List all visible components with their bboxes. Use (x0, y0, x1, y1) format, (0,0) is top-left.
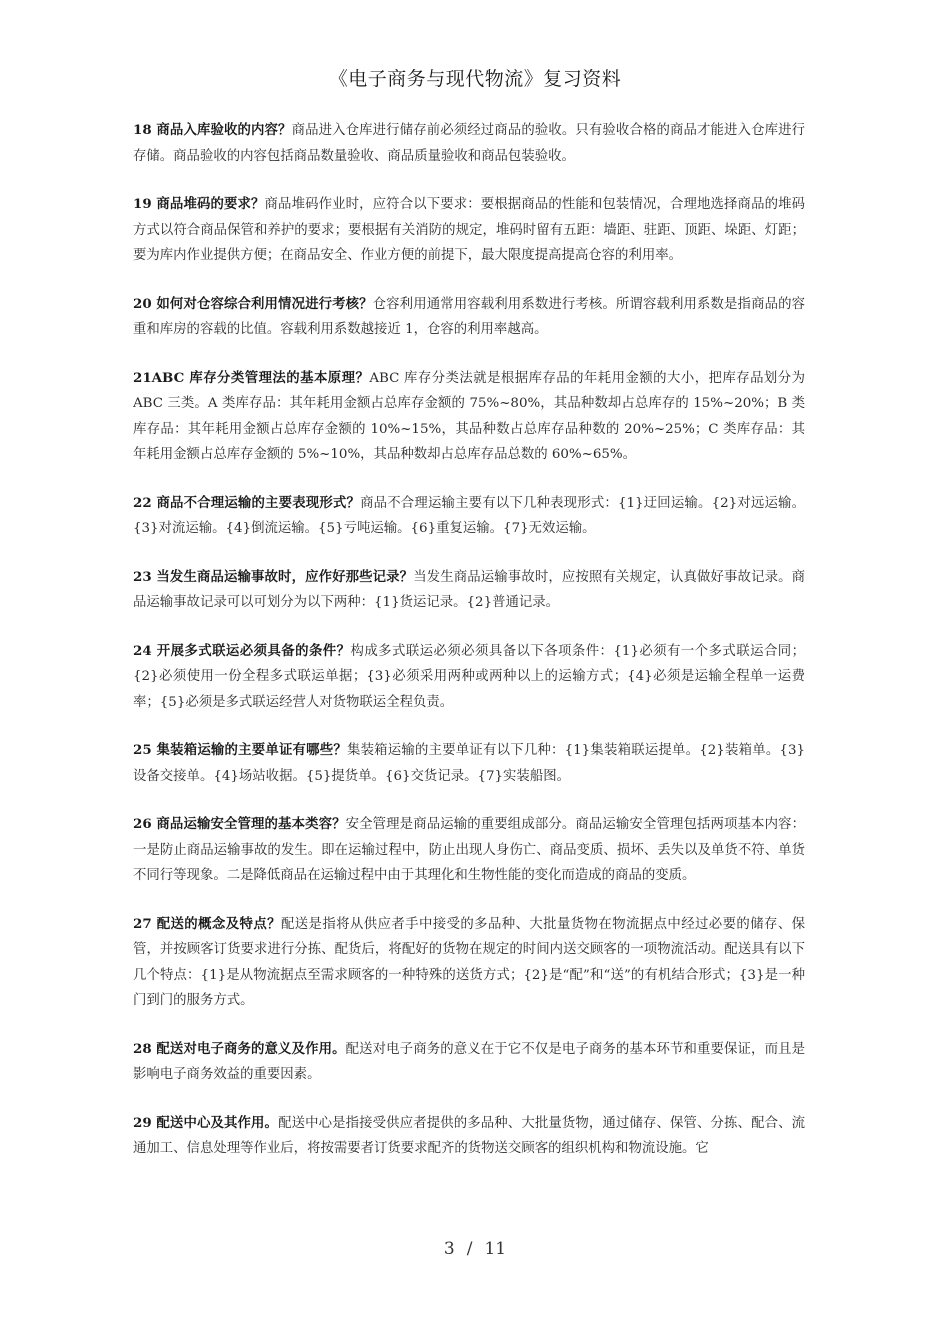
answer-text: 商品进入仓库进行储存前必须经过商品的验收。只有验收合格的商品才能进入仓库进行存储。商品验收的内容包括商品数量验收、商品质量验收和商品包装验收。 (133, 123, 806, 164)
question-text: 26 商品运输安全管理的基本类容？ (133, 816, 346, 832)
answer-text: 当发生商品运输事故时，应按照有关规定，认真做好事故记录。商品运输事故记录可以可划分为以下两种：{1}货运记录。{2}普通记录。 (133, 569, 806, 610)
answer-text: 集装箱运输的主要单证有以下几种：{1}集装箱联运提单。{2}装箱单。{3}设备交接单。{4}场站收据。{5}提货单。{6}交货记录。{7}实装船图。 (133, 743, 805, 784)
answer-text: 仓容利用通常用容载利用系数进行考核。所谓容载利用系数是指商品的容重和库房的容载的比值。容载利用系数越接近 1，仓容的利用率越高。 (133, 296, 805, 337)
qa-item-22 (133, 491, 805, 542)
qa-item-19 (133, 192, 805, 269)
question-text: 25 集装箱运输的主要单证有哪些？ (133, 742, 347, 758)
answer-text: ABC 库存分类法就是根据库存品的年耗用金额的大小，把库存品划分为 ABC 三类。A 类库存品：其年耗用金额占总库存金额的 75%~80%，其品种数却占总库存的 15%~20%；B 类库存品：其年耗用金额占总库存金额的 10%~15%，其品种数占总库存品种数的 20%~25%；C 类库存品：其年耗用金额占总库存金额的 5%~10%，其品种数却占总库存品总数的 60%~65%。 (133, 370, 805, 462)
question-text: 20 如何对仓容综合利用情况进行考核？ (133, 295, 373, 312)
qa-item-18 (133, 118, 805, 169)
answer-text: 配送是指将从供应者手中接受的多品种、大批量货物在物流据点中经过必要的储存、保管，并按顾客订货要求进行分拣、配货后，将配好的货物在规定的时间内送交顾客的一项物流活动。配送具有以下几个特点：{1}是从物流据点至需求顾客的一种特殊的送货方式；{2}是“配”和“送”的有机结合形式；{3}是一种门到门的服务方式。 (133, 916, 806, 1008)
question-text: 24 开展多式联运必须具备的条件？ (133, 642, 351, 659)
question-text: 29 配送中心及其作用。 (133, 1114, 279, 1131)
question-text: 19 商品堆码的要求？ (133, 196, 265, 212)
answer-text: 安全管理是商品运输的重要组成部分。商品运输安全管理包括两项基本内容：一是防止商品运输事故的发生。即在运输过程中，防止出现人身伤亡、商品变质、损坏、丢失以及单货不符、单货不同行等现象。二是降低商品在运输过程中由于其理化和生物性能的变化而造成的商品的变质。 (133, 817, 805, 883)
answer-text: 商品堆码作业时，应符合以下要求：要根据商品的性能和包装情况，合理地选择商品的堆码方式以符合商品保管和养护的要求；要根据有关消防的规定，堆码时留有五距：墙距、驻距、顶距、垛距、灯距；要为库内作业提供方便；在商品安全、作业方便的前提下，最大限度提高提高仓容的利用率。 (133, 197, 806, 263)
answer-text: 配送对电子商务的意义在于它不仅是电子商务的基本环节和重要保证，而且是影响电子商务效益的重要因素。 (133, 1041, 805, 1082)
question-text: 22 商品不合理运输的主要表现形式？ (133, 494, 361, 511)
page-current: 3 (443, 1239, 455, 1259)
qa-item-25 (133, 738, 805, 789)
question-text: 28 配送对电子商务的意义及作用。 (133, 1040, 346, 1057)
answer-text: 构成多式联运必须必须具备以下各项条件：{1}必须有一个多式联运合同；{2}必须使用一份全程多式联运单据；{3}必须采用两种或两种以上的运输方式；{4}必须是运输全程单一运费率；{5}必须是多式联运经营人对货物联运全程负责。 (133, 643, 806, 710)
qa-item-20 (133, 292, 805, 343)
qa-item-23 (133, 565, 805, 616)
question-text: 23 当发生商品运输事故时，应作好那些记录？ (133, 568, 414, 585)
page-separator: / (466, 1239, 473, 1259)
qa-item-21 (133, 366, 805, 468)
answer-text: 配送中心是指接受供应者提供的多品种、大批量货物，通过储存、保管、分拣、配合、流通加工、信息处理等作业后，将按需要者订货要求配齐的货物送交顾客的组织机构和物流设施。它 (133, 1115, 806, 1156)
answer-text: 商品不合理运输主要有以下几种表现形式：{1}迂回运输。{2}对远运输。{3}对流运输。{4}倒流运输。{5}亏吨运输。{6}重复运输。{7}无效运输。 (133, 495, 805, 536)
document-body (133, 118, 805, 1185)
question-text: 27 配送的概念及特点？ (133, 915, 281, 932)
qa-item-27 (133, 912, 805, 1014)
qa-item-24 (133, 639, 805, 716)
question-text: 18 商品入库验收的内容？ (133, 122, 292, 138)
page-total: 11 (484, 1239, 507, 1259)
question-text: 21ABC 库存分类管理法的基本原理？ (133, 369, 370, 386)
qa-item-26 (133, 812, 805, 889)
qa-item-29 (133, 1111, 805, 1162)
page-number (0, 1239, 950, 1259)
qa-item-28 (133, 1037, 805, 1088)
page-title: 《电子商务与现代物流》复习资料 (328, 68, 622, 90)
